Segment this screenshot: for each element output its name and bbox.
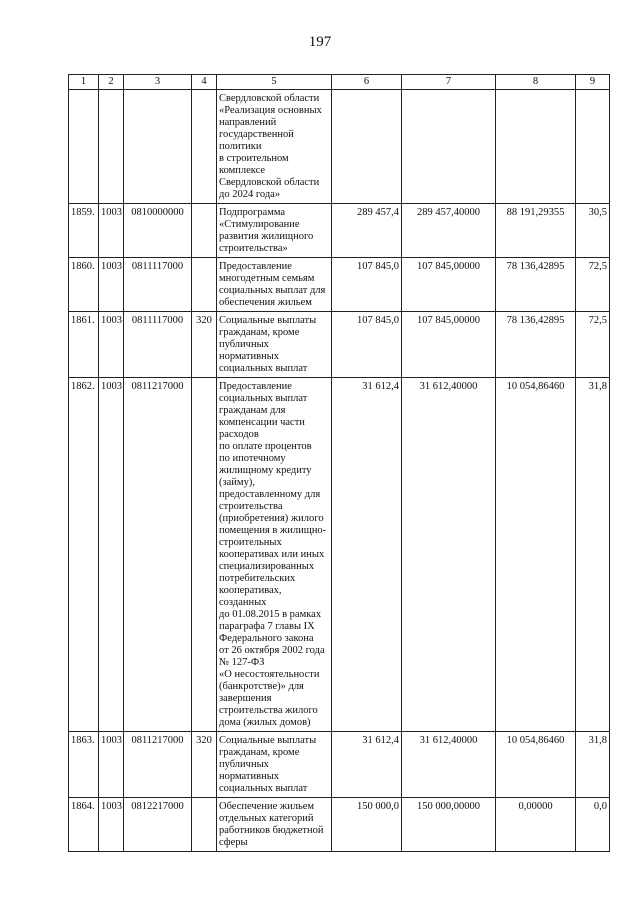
- item-name: Свердловской области «Реализация основных направлений государственной политики в строительном комплексе Свердловской области до 2024 года»: [217, 90, 332, 204]
- expense-type-code: 320: [192, 732, 217, 798]
- item-name: Обеспечение жильем отдельных категорий работников бюджетной сферы: [217, 798, 332, 852]
- target-article-code: 0811117000: [124, 312, 192, 378]
- row-number: 1863.: [69, 732, 99, 798]
- section-code: 1003: [99, 798, 124, 852]
- executed-amount: [496, 90, 576, 204]
- approved-amount: 150 000,0: [332, 798, 402, 852]
- section-code: 1003: [99, 732, 124, 798]
- executed-amount: 78 136,42895: [496, 258, 576, 312]
- item-name: Социальные выплаты гражданам, кроме публичных нормативных социальных выплат: [217, 732, 332, 798]
- target-article-code: 0810000000: [124, 204, 192, 258]
- table-row: [69, 90, 610, 204]
- row-number: [69, 90, 99, 204]
- table-row: [69, 378, 610, 732]
- row-number: 1861.: [69, 312, 99, 378]
- column-header: 7: [402, 75, 496, 90]
- section-code: 1003: [99, 378, 124, 732]
- row-number: 1859.: [69, 204, 99, 258]
- column-header: 1: [69, 75, 99, 90]
- item-name: Предоставление социальных выплат гражданам для компенсации части расходов по оплате процентов по ипотечному жилищному кредиту (займу), предоставленному для строительства (приобретения) жилого помещения в жилищно- строительных кооперативах или иных специализированных потребительских кооперативах, созданных до 01.08.2015 в рамках параграфа 7 главы IX Федерального закона от 26 октября 2002 года № 127-ФЗ «О несостоятельности (банкротстве)» для завершения строительства жилого дома (жилых домов): [217, 378, 332, 732]
- target-article-code: 0811117000: [124, 258, 192, 312]
- target-article-code: [124, 90, 192, 204]
- approved-amount: 107 845,0: [332, 312, 402, 378]
- section-code: 1003: [99, 204, 124, 258]
- row-number: 1860.: [69, 258, 99, 312]
- approved-amount-precise: 107 845,00000: [402, 312, 496, 378]
- table-row: [69, 258, 610, 312]
- column-header: 2: [99, 75, 124, 90]
- row-number: 1864.: [69, 798, 99, 852]
- table-row: [69, 204, 610, 258]
- column-header: 3: [124, 75, 192, 90]
- execution-percent: 0,0: [576, 798, 610, 852]
- executed-amount: 10 054,86460: [496, 732, 576, 798]
- execution-percent: 72,5: [576, 258, 610, 312]
- approved-amount-precise: 289 457,40000: [402, 204, 496, 258]
- item-name: Предоставление многодетным семьям социальных выплат для обеспечения жильем: [217, 258, 332, 312]
- table-row: [69, 798, 610, 852]
- expense-type-code: [192, 204, 217, 258]
- approved-amount-precise: 31 612,40000: [402, 732, 496, 798]
- expense-type-code: [192, 90, 217, 204]
- section-code: 1003: [99, 258, 124, 312]
- approved-amount-precise: 150 000,00000: [402, 798, 496, 852]
- section-code: [99, 90, 124, 204]
- approved-amount-precise: 107 845,00000: [402, 258, 496, 312]
- header-row: [69, 75, 610, 90]
- execution-percent: [576, 90, 610, 204]
- execution-percent: 30,5: [576, 204, 610, 258]
- expense-type-code: [192, 798, 217, 852]
- executed-amount: 88 191,29355: [496, 204, 576, 258]
- column-header: 8: [496, 75, 576, 90]
- column-header: 9: [576, 75, 610, 90]
- target-article-code: 0811217000: [124, 732, 192, 798]
- target-article-code: 0811217000: [124, 378, 192, 732]
- executed-amount: 78 136,42895: [496, 312, 576, 378]
- executed-amount: 0,00000: [496, 798, 576, 852]
- approved-amount: 31 612,4: [332, 378, 402, 732]
- approved-amount: 289 457,4: [332, 204, 402, 258]
- executed-amount: 10 054,86460: [496, 378, 576, 732]
- target-article-code: 0812217000: [124, 798, 192, 852]
- approved-amount: [332, 90, 402, 204]
- execution-percent: 31,8: [576, 378, 610, 732]
- section-code: 1003: [99, 312, 124, 378]
- row-number: 1862.: [69, 378, 99, 732]
- execution-percent: 31,8: [576, 732, 610, 798]
- approved-amount-precise: [402, 90, 496, 204]
- column-header: 4: [192, 75, 217, 90]
- item-name: Социальные выплаты гражданам, кроме публичных нормативных социальных выплат: [217, 312, 332, 378]
- table-row: [69, 312, 610, 378]
- item-name: Подпрограмма «Стимулирование развития жилищного строительства»: [217, 204, 332, 258]
- expense-type-code: [192, 258, 217, 312]
- approved-amount: 107 845,0: [332, 258, 402, 312]
- execution-percent: 72,5: [576, 312, 610, 378]
- expense-type-code: [192, 378, 217, 732]
- approved-amount: 31 612,4: [332, 732, 402, 798]
- budget-table: [68, 74, 610, 852]
- table-row: [69, 732, 610, 798]
- page-number: 197: [308, 34, 332, 50]
- column-header: 5: [217, 75, 332, 90]
- approved-amount-precise: 31 612,40000: [402, 378, 496, 732]
- column-header: 6: [332, 75, 402, 90]
- expense-type-code: 320: [192, 312, 217, 378]
